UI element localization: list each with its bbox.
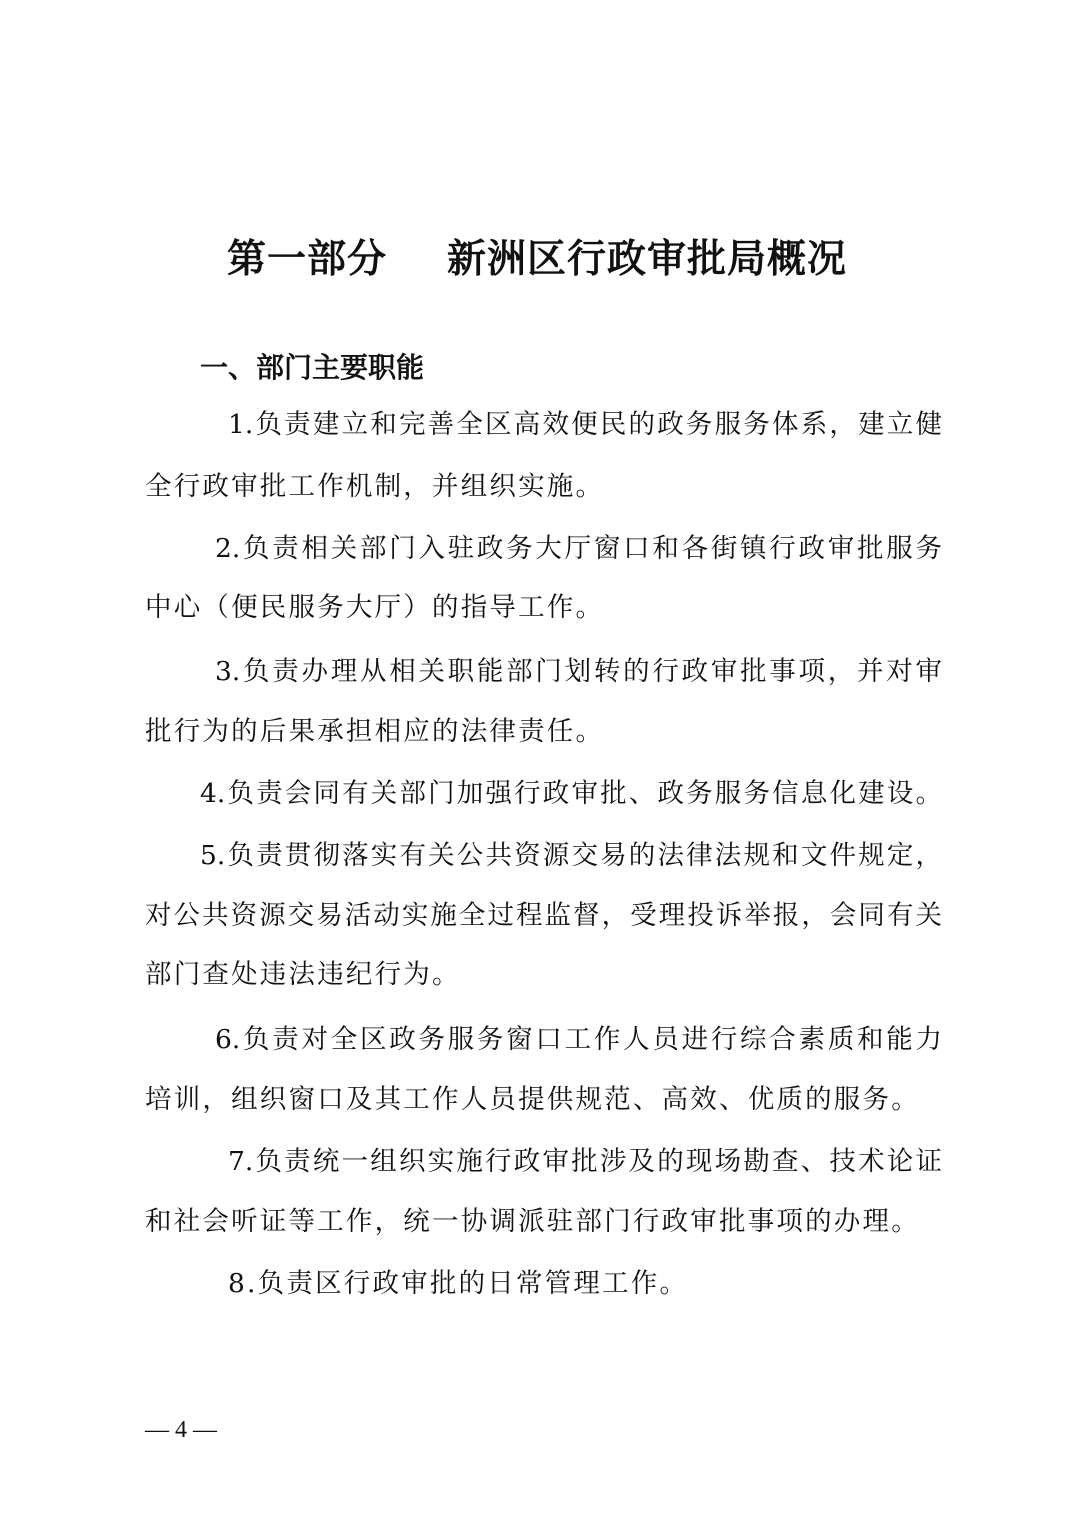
paragraph-line: 4.负责会同有关部门加强行政审批、政务服务信息化建设。 — [200, 778, 942, 809]
title-name: 新洲区行政审批局概况 — [447, 237, 848, 282]
paragraph-line: 部门查处违法违纪行为。 — [145, 959, 461, 990]
paragraph-line: 6.负责对全区政务服务窗口工作人员进行综合素质和能力 — [215, 1024, 942, 1055]
paragraph-line: 全行政审批工作机制，并组织实施。 — [145, 471, 605, 502]
paragraph-line: 5.负责贯彻落实有关公共资源交易的法律法规和文件规定， — [200, 840, 942, 871]
paragraph-line: 7.负责统一组织实施行政审批涉及的现场勘查、技术论证 — [228, 1146, 942, 1177]
paragraph-line: 1.负责建立和完善全区高效便民的政务服务体系，建立健 — [228, 409, 942, 440]
section-heading: 一、部门主要职能 — [200, 351, 425, 384]
paragraph-line: 8.负责区行政审批的日常管理工作。 — [228, 1268, 689, 1299]
paragraph-line: 2.负责相关部门入驻政务大厅窗口和各街镇行政审批服务 — [215, 533, 942, 564]
title-part: 第一部分 — [226, 237, 387, 282]
paragraph-line: 中心（便民服务大厅）的指导工作。 — [145, 592, 605, 623]
paragraph-line: 培训，组织窗口及其工作人员提供规范、高效、优质的服务。 — [145, 1084, 920, 1115]
page-title — [0, 232, 1074, 288]
page-number: — 4 — — [145, 1417, 217, 1443]
paragraph-line: 对公共资源交易活动实施全过程监督，受理投诉举报，会同有关 — [145, 900, 942, 931]
paragraph-line: 和社会听证等工作，统一协调派驻部门行政审批事项的办理。 — [145, 1206, 920, 1237]
paragraph-line: 批行为的后果承担相应的法律责任。 — [145, 716, 605, 747]
paragraph-line: 3.负责办理从相关职能部门划转的行政审批事项，并对审 — [215, 656, 942, 687]
